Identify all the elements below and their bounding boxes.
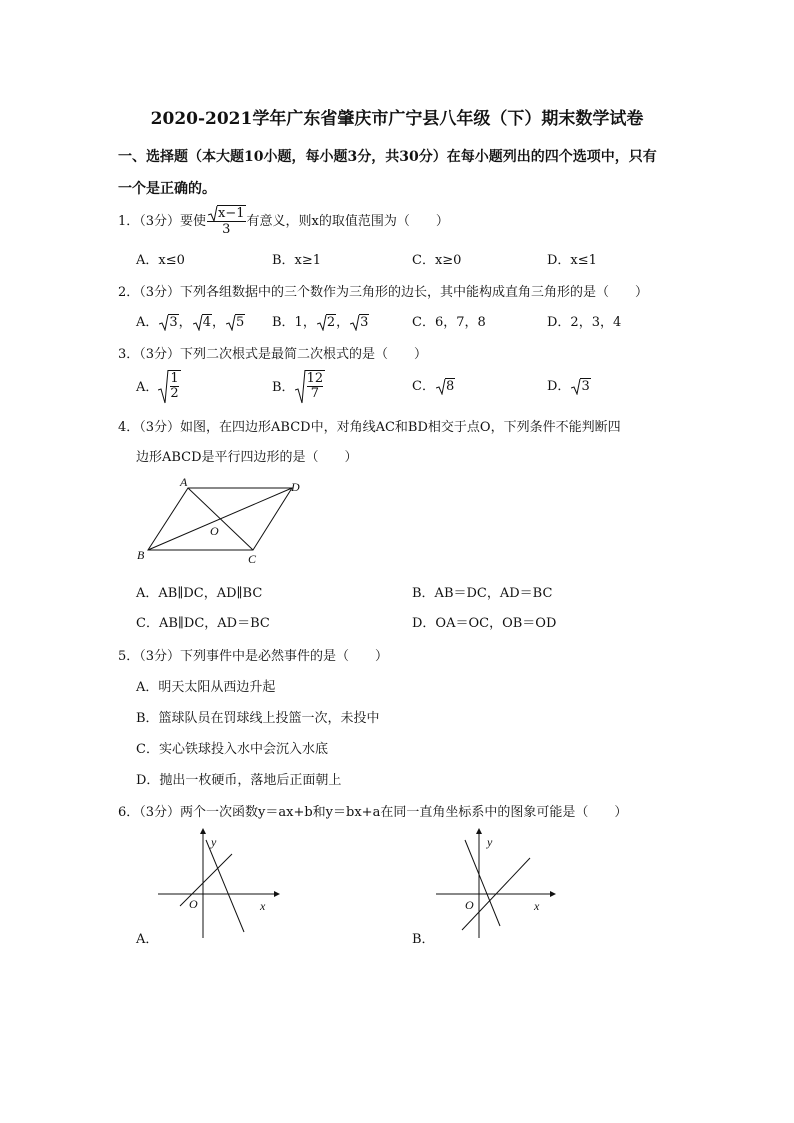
q3-option-c: C． 8	[412, 379, 455, 394]
q1-fraction	[207, 206, 246, 237]
vertex-label-a: A	[180, 475, 188, 489]
q2-b-sqrt3: 3	[350, 315, 369, 330]
radical-sign-icon	[350, 315, 360, 331]
vertex-label-d: D	[291, 480, 300, 494]
q2-option-c: C．6，7，8	[412, 315, 486, 330]
q6-a-axis-x-label: x	[260, 899, 266, 913]
q1-option-d: D．x≤1	[547, 253, 597, 268]
radical-sign-icon	[317, 315, 327, 331]
question-4-stem-line2: 边形ABCD是平行四边形的是（ ）	[136, 450, 358, 465]
q5-option-a: A．明天太阳从西边升起	[136, 680, 276, 695]
q3-b-radical: $\frac{12}{7}$	[295, 370, 326, 401]
q6-b-axis-y-label: y	[487, 835, 493, 849]
q1-stem-post: 有意义，则x的取值范围为（ ）	[246, 214, 449, 229]
question-6-stem: 6．（3分）两个一次函数y＝ax+b和y＝bx+a在同一直角坐标系中的图象可能是（ ）	[118, 805, 628, 820]
q6-graph-b	[428, 828, 558, 940]
q2-a-sqrt1: 3	[159, 315, 178, 330]
radical-sign-icon	[193, 315, 203, 331]
q2-option-a-label: A．	[136, 315, 159, 330]
page-title: 2020-2021学年广东省肇庆市广宁县八年级（下）期末数学试卷	[150, 109, 644, 129]
q3-a-radical: $\frac{1}{2}$	[158, 370, 180, 401]
q6-a-origin-label: O	[189, 897, 198, 911]
q5-option-b: B．篮球队员在罚球线上投篮一次，未投中	[136, 711, 380, 726]
q4-option-b: B．AB＝DC，AD＝BC	[412, 586, 553, 601]
section-heading-line2: 一个是正确的。	[118, 181, 216, 197]
q1-option-c: C．x≥0	[412, 253, 462, 268]
q4-option-a: A．AB∥DC，AD∥BC	[136, 586, 263, 601]
q1-option-a: A．x≤0	[136, 253, 185, 268]
question-2-stem: 2．（3分）下列各组数据中的三个数作为三角形的边长，其中能构成直角三角形的是（ ）	[118, 285, 649, 300]
q1-stem-pre: 1．（3分）要使	[118, 214, 207, 229]
q6-option-b-label: B．	[412, 932, 435, 947]
radical-sign-icon	[436, 379, 446, 395]
q5-option-d: D．抛出一枚硬币，落地后正面朝上	[136, 773, 342, 788]
q2-a-sqrt2: 4	[193, 315, 212, 330]
q2-b-sqrt2: 2	[317, 315, 336, 330]
section-heading-line1: 一、选择题（本大题10小题，每小题3分，共30分）在每小题列出的四个选项中，只有	[118, 149, 657, 165]
vertex-label-c: C	[248, 552, 257, 566]
q3-option-d: D． 3	[547, 379, 590, 394]
radical-sign-icon	[226, 315, 236, 331]
q2-option-b: B．1， 2， 3	[272, 315, 369, 330]
q1-denominator: 3	[222, 222, 231, 237]
question-1	[118, 206, 449, 237]
radical-sign-icon	[295, 370, 306, 404]
q5-option-c: C．实心铁球投入水中会沉入水底	[136, 742, 328, 757]
q6-option-a-label: A．	[136, 932, 159, 947]
q3-option-b: B． $\frac{12}{7}$	[272, 370, 325, 401]
q4-option-c: C．AB∥DC，AD＝BC	[136, 616, 270, 631]
radical-sign-icon	[158, 370, 169, 404]
q2-a-sqrt3: 5	[226, 315, 245, 330]
radical-sign-icon	[159, 315, 169, 331]
q1-radicand: x−1	[218, 206, 245, 221]
q2-option-d: D．2，3，4	[547, 315, 622, 330]
radical-sign-icon	[571, 379, 581, 395]
point-label-o: O	[210, 524, 219, 538]
q1-option-b: B．x≥1	[272, 253, 322, 268]
q4-option-d: D．OA＝OC，OB＝OD	[412, 616, 557, 631]
q6-b-axis-x-label: x	[534, 899, 540, 913]
q1-radical	[208, 206, 246, 221]
parallelogram-figure	[130, 472, 320, 572]
question-3-stem: 3．（3分）下列二次根式是最简二次根式的是（ ）	[118, 347, 428, 362]
question-5-stem: 5．（3分）下列事件中是必然事件的是（ ）	[118, 649, 389, 664]
q6-graph-a	[150, 828, 280, 940]
q6-a-axis-y-label: y	[211, 835, 217, 849]
vertex-label-b: B	[137, 548, 145, 562]
radical-sign-icon	[208, 206, 218, 222]
q6-b-origin-label: O	[465, 898, 474, 912]
q2-option-a: A． 3， 4， 5	[136, 315, 245, 330]
q3-option-a: A． $\frac{1}{2}$	[136, 370, 181, 401]
question-4-stem-line1: 4．（3分）如图，在四边形ABCD中，对角线AC和BD相交于点O，下列条件不能判断四	[118, 420, 621, 435]
